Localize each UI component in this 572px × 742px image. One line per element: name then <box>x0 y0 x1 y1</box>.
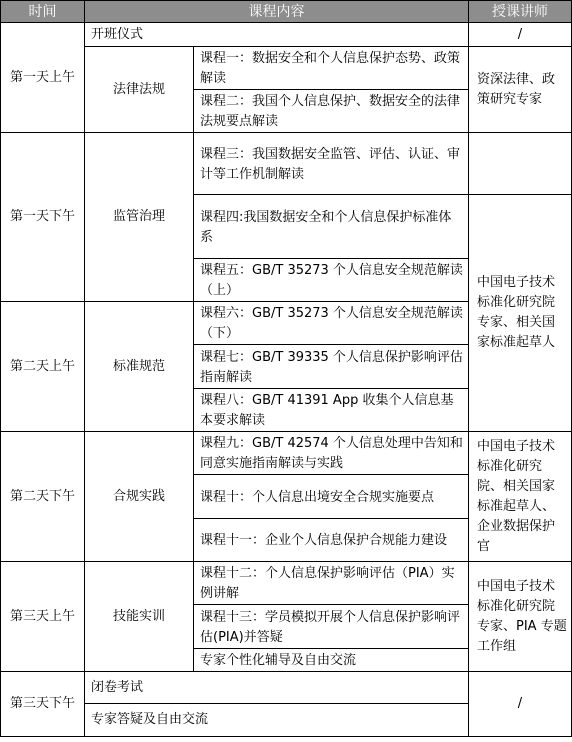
course-cell: 课程五：GB/T 35273 个人信息安全规范解读（上） <box>194 259 469 302</box>
module-cell: 技能实训 <box>85 562 194 672</box>
qa-cell: 专家答疑及自由交流 <box>85 704 469 737</box>
time-cell: 第一天下午 <box>1 133 85 302</box>
time-cell: 第三天上午 <box>1 562 85 672</box>
table-row <box>1 432 572 475</box>
module-cell: 标准规范 <box>85 302 194 432</box>
table-row <box>1 23 572 47</box>
table-header-row <box>1 1 572 23</box>
header-content: 课程内容 <box>85 1 469 23</box>
time-cell: 第二天下午 <box>1 432 85 562</box>
module-cell: 合规实践 <box>85 432 194 562</box>
opening-lecturer: / <box>469 23 572 47</box>
course-cell: 专家个性化辅导及自由交流 <box>194 649 469 672</box>
header-lecturer: 授课讲师 <box>469 1 572 23</box>
table-row <box>1 133 572 195</box>
table-row <box>1 672 572 704</box>
time-cell: 第三天下午 <box>1 672 85 737</box>
exam-cell: 闭卷考试 <box>85 672 469 704</box>
course-cell: 课程八：GB/T 41391 App 收集个人信息基本要求解读 <box>194 389 469 432</box>
lecturer-cell-empty <box>469 133 572 195</box>
table-row <box>1 562 572 605</box>
course-cell: 课程四:我国数据安全和个人信息保护标准体系 <box>194 195 469 259</box>
course-cell: 课程二：我国个人信息保护、数据安全的法律法规要点解读 <box>194 90 469 133</box>
opening-ceremony: 开班仪式 <box>85 23 469 47</box>
lecturer-cell: 资深法律、政策研究专家 <box>469 47 572 133</box>
course-cell: 课程三：我国数据安全监管、评估、认证、审计等工作机制解读 <box>194 133 469 195</box>
table-row <box>1 47 572 90</box>
time-cell: 第一天上午 <box>1 23 85 133</box>
lecturer-cell: 中国电子技术标准化研究院、相关国家标准起草人、企业数据保护官 <box>469 432 572 562</box>
lecturer-cell: 中国电子技术标准化研究院专家、PIA 专题工作组 <box>469 562 572 672</box>
lecturer-cell: 中国电子技术标准化研究院专家、相关国家标准起草人 <box>469 195 572 432</box>
course-cell: 课程十三：学员模拟开展个人信息保护影响评估(PIA)并答疑 <box>194 605 469 649</box>
module-cell: 监管治理 <box>85 133 194 302</box>
module-cell: 法律法规 <box>85 47 194 133</box>
course-cell: 课程九：GB/T 42574 个人信息处理中告知和同意实施指南解读与实践 <box>194 432 469 475</box>
header-time: 时间 <box>1 1 85 23</box>
course-cell: 课程六：GB/T 35273 个人信息安全规范解读（下） <box>194 302 469 345</box>
time-cell: 第二天上午 <box>1 302 85 432</box>
course-cell: 课程十：个人信息出境安全合规实施要点 <box>194 475 469 519</box>
course-cell: 课程一：数据安全和个人信息保护态势、政策解读 <box>194 47 469 90</box>
lecturer-cell: / <box>469 672 572 737</box>
course-cell: 课程十一：企业个人信息保护合规能力建设 <box>194 519 469 562</box>
course-cell: 课程十二：个人信息保护影响评估（PIA）实例讲解 <box>194 562 469 605</box>
course-cell: 课程七：GB/T 39335 个人信息保护影响评估指南解读 <box>194 345 469 389</box>
